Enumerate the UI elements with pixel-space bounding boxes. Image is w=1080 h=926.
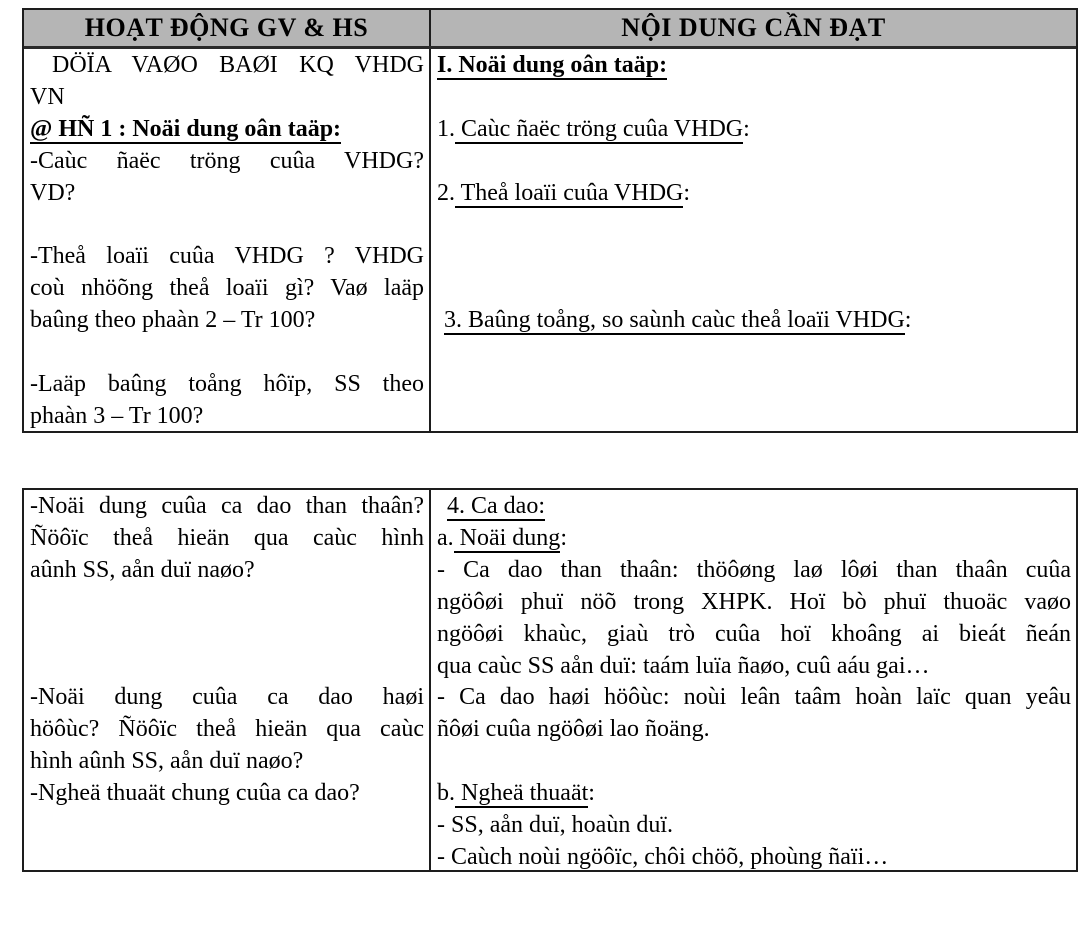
text-line: ngöôøi khaùc, giaù trò cuûa hoï khoâng ai bieát ñeán bbox=[437, 620, 1071, 647]
underlined-text: Ngheä thuaät bbox=[455, 780, 589, 807]
table-2-content-cell bbox=[431, 490, 1076, 870]
text-line: b. Ngheä thuaät: bbox=[437, 780, 595, 807]
lesson-table-2 bbox=[22, 488, 1078, 872]
blank-line bbox=[437, 746, 1071, 778]
blank-line bbox=[30, 619, 424, 651]
underlined-text: I. Noäi dung oân taäp: bbox=[437, 52, 668, 78]
text-line: aûnh SS, aån duï naøo? bbox=[30, 556, 255, 583]
text-line: -Noäi dung cuûa ca dao than thaân? bbox=[30, 493, 424, 519]
text-line: VD? bbox=[30, 179, 76, 206]
text-line: -Theå loaïi cuûa VHDG ? VHDG bbox=[30, 243, 424, 270]
text-line: -Ngheä thuaät chung cuûa ca dao? bbox=[30, 780, 360, 807]
blank-line bbox=[437, 241, 1071, 273]
blank-line bbox=[437, 146, 1071, 178]
text-line: Ñöôïc theå hieän qua caùc hình bbox=[30, 524, 424, 551]
table-2-gv-hs-cell bbox=[24, 490, 431, 870]
text-line: 2. Theå loaïi cuûa VHDG: bbox=[437, 179, 691, 206]
underlined-text: @ HÑ 1 : Noäi dung oân taäp: bbox=[30, 115, 342, 142]
blank-line bbox=[30, 587, 424, 619]
text-line: - Ca dao than thaân: thöôøng laø lôøi than thaân cuûa bbox=[437, 556, 1071, 583]
text-line: phaàn 3 – Tr 100? bbox=[30, 402, 204, 429]
text-line: hình aûnh SS, aån duï naøo? bbox=[30, 748, 304, 775]
blank-line bbox=[30, 651, 424, 683]
blank-line bbox=[30, 337, 424, 369]
underlined-text: Theå loaïi cuûa VHDG bbox=[455, 179, 684, 206]
text-line bbox=[30, 114, 424, 146]
underlined-text: Caùc ñaëc tröng cuûa VHDG bbox=[455, 115, 744, 142]
text-line: - SS, aån duï, hoaùn duï. bbox=[437, 812, 673, 839]
table-1-gv-hs-cell bbox=[24, 49, 431, 431]
text-line: höôùc? Ñöôïc theå hieän qua caùc bbox=[30, 716, 424, 743]
text-line: DÖÏA VAØO BAØI KQ VHDG bbox=[52, 52, 424, 78]
text-line: coù nhöõng theå loaïi gì? Vaø laäp bbox=[30, 275, 424, 302]
text-line: ngöôøi phuï nöõ trong XHPK. Hoï bò phuï thuoäc vaøo bbox=[437, 588, 1071, 615]
table-1-body-row bbox=[24, 49, 1076, 431]
text-line: -Laäp baûng toång hôïp, SS theo bbox=[30, 371, 424, 398]
header-hoat-dong-gv-hs: HOẠT ĐỘNG GV & HS bbox=[24, 10, 431, 46]
underlined-text: 4. Ca dao: bbox=[447, 493, 545, 519]
text-line: a. Noäi dung: bbox=[437, 524, 567, 551]
text-line bbox=[437, 491, 1071, 523]
table-1-header-row bbox=[24, 10, 1076, 49]
text-line: -Noäi dung cuûa ca dao haøi bbox=[30, 684, 424, 711]
text-line: 3. Baûng toång, so saùnh caùc theå loaïi VHDG: bbox=[444, 307, 912, 334]
blank-line bbox=[30, 210, 424, 242]
text-line bbox=[437, 50, 1071, 82]
text-line: -Caùc ñaëc tröng cuûa VHDG? bbox=[30, 147, 424, 174]
blank-line bbox=[437, 210, 1071, 242]
text-line: 1. Caùc ñaëc tröng cuûa VHDG: bbox=[437, 115, 750, 142]
underlined-text: Noäi dung bbox=[453, 524, 561, 551]
blank-line bbox=[437, 273, 1071, 305]
table-2-body-row bbox=[24, 490, 1076, 870]
text-line: - Caùch noùi ngöôïc, chôi chöõ, phoùng ñaïi… bbox=[437, 843, 889, 870]
lesson-table-1 bbox=[22, 8, 1078, 433]
table-1-content-cell bbox=[431, 49, 1076, 431]
text-line: VN bbox=[30, 83, 65, 110]
header-noi-dung-can-dat: NỘI DUNG CẦN ĐẠT bbox=[621, 13, 886, 42]
text-line: baûng theo phaàn 2 – Tr 100? bbox=[30, 307, 316, 334]
text-line: qua caùc SS aån duï: taám luïa ñaøo, cuû aáu gai… bbox=[437, 652, 930, 679]
text-line: ñôøi cuûa ngöôøi lao ñoäng. bbox=[437, 716, 710, 743]
blank-line bbox=[437, 82, 1071, 114]
text-line: - Ca dao haøi höôùc: noùi leân taâm hoàn laïc quan yeâu bbox=[437, 684, 1071, 711]
underlined-text: 3. Baûng toång, so saùnh caùc theå loaïi VHDG bbox=[444, 307, 905, 334]
